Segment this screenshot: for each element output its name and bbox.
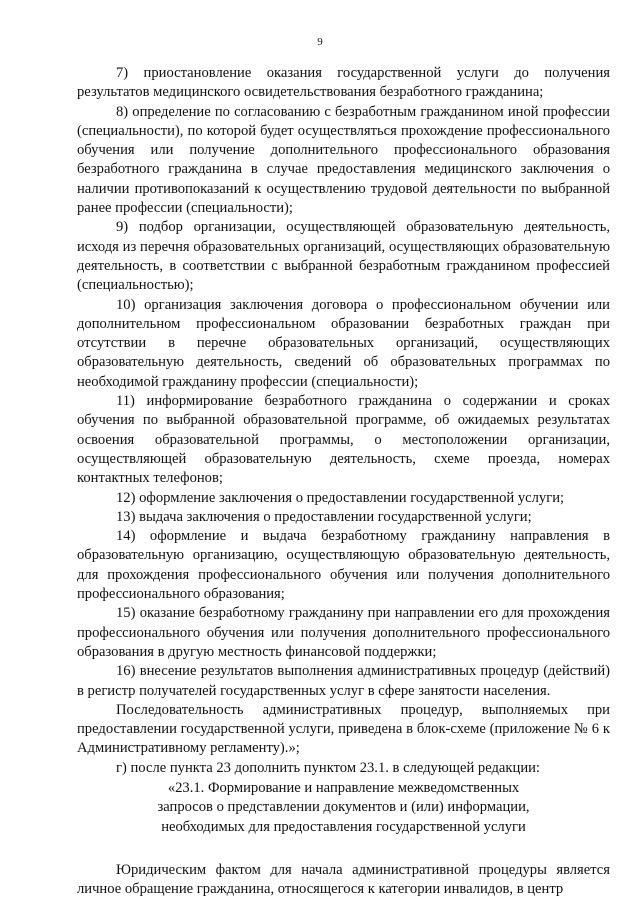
list-item-14: 14) оформление и выдача безработному гражданину направления в образовательную организацию, осуществляющую образовательную деятельность, для прохождения профессионального обучения или получения дополнительного профессионального образования;: [77, 528, 610, 603]
list-item-12: 12) оформление заключения о предоставлении государственной услуги;: [116, 489, 565, 506]
list-item-7: 7) приостановление оказания государственной услуги до получения результатов медицинского освидетельствования безработного гражданина;: [77, 65, 610, 101]
list-item-15: 15) оказание безработному гражданину при направлении его для прохождения профессионального обучения или получения дополнительного профессионального образования в другую местность финансовой поддержки;: [77, 605, 610, 660]
list-item-16: 16) внесение результатов выполнения административных процедур (действий) в регистр получателей государственных услуг в сфере занятости населения.: [77, 663, 610, 699]
page-number: 9: [317, 36, 323, 48]
section-heading-line-3: необходимых для предоставления государственной услуги: [161, 818, 526, 835]
sequence-paragraph: Последовательность административных процедур, выполняемых при предоставлении государственной услуги, приведена в блок-схеме (приложение № 6 к Административному регламенту).»;: [77, 701, 610, 757]
amendment-paragraph: г) после пункта 23 дополнить пунктом 23.1. в следующей редакции:: [116, 759, 540, 776]
list-item-13: 13) выдача заключения о предоставлении государственной услуги;: [116, 508, 532, 525]
list-item-8: 8) определение по согласованию с безработным гражданином иной профессии (специальности), по которой будет осуществляться прохождение профессионального обучения или получение дополнительного профессионального образования безработного гражданина в случае предоставления медицинского заключения о наличии противопоказаний к осуществлению трудовой деятельности по выбранной ранее профессии (специальности);: [77, 103, 610, 217]
paragraph-spacer: [77, 837, 610, 861]
final-paragraph: Юридическим фактом для начала административной процедуры является личное обращение гражданина, относящегося к категории инвалидов, в центр: [77, 861, 610, 898]
list-item-10: 10) организация заключения договора о профессиональном обучении или дополнительном профессиональном образовании безработных граждан при отсутствии в перечне образовательных организаций, осуществляющих образовательную деятельность, сведений об образовательных программах по необходимой гражданину профессии (специальности);: [77, 296, 610, 390]
list-item-9: 9) подбор организации, осуществляющей образовательную деятельность, исходя из перечня образовательных организаций, осуществляющих образовательную деятельность, в соответствии с выбранной безработным гражданином профессией (специальностью);: [77, 219, 610, 294]
section-heading-line-1: «23.1. Формирование и направление межведомственных: [167, 779, 520, 796]
section-heading-line-2: запросов о представлении документов и (или) информации,: [157, 799, 530, 816]
document-body: [77, 64, 610, 899]
list-item-11: 11) информирование безработного гражданина о содержании и сроках обучения по выбранной образовательной программе, об ожидаемых результатах освоения образовательной программы, о местоположении организации, осуществляющей образовательную деятельность, схеме проезда, номерах контактных телефонов;: [77, 393, 610, 487]
section-heading: [77, 779, 610, 837]
